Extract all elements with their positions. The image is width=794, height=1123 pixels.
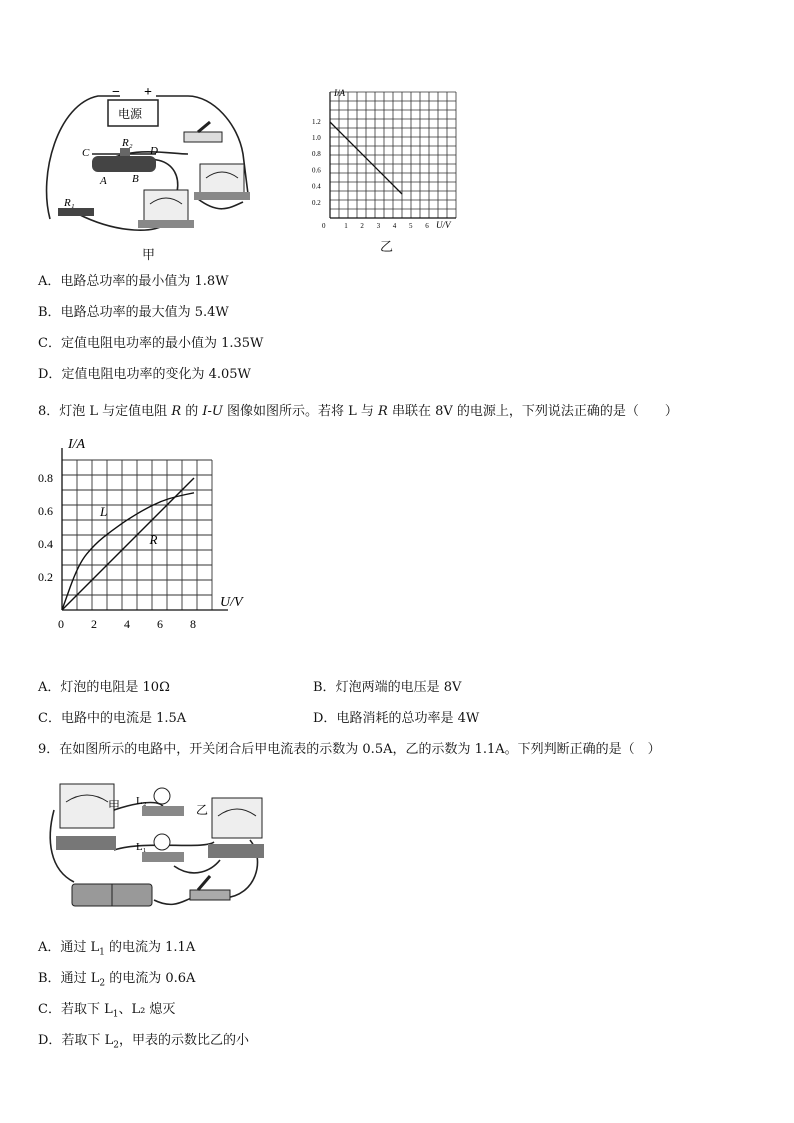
plus-sign: + (144, 85, 152, 100)
y-axis-label: I/A (334, 88, 345, 98)
circuit-diagram-jia (38, 84, 253, 254)
voltmeter (138, 190, 194, 228)
wire (198, 199, 243, 209)
x-tick-label: 6 (425, 222, 429, 230)
y-tick-label: 1.0 (312, 134, 321, 142)
x-tick-label: 6 (157, 617, 163, 631)
minus-sign: − (112, 85, 120, 100)
label-yi: 乙 (196, 803, 209, 817)
chart-ylabel: I/A (68, 437, 86, 452)
y-tick-label: 0.4 (38, 537, 53, 551)
q7-option-c: C．定值电阻电功率的最小值为 1.35W (38, 336, 264, 351)
iu-graph-yi (306, 84, 466, 236)
bulb-l1 (142, 834, 184, 862)
q7-option-d: D．定值电阻电功率的变化为 4.05W (38, 367, 251, 382)
x-axis-label: U/V (436, 220, 451, 230)
q7-option-b: B．电路总功率的最大值为 5.4W (38, 305, 229, 320)
figure-caption-yi: 乙 (380, 240, 394, 255)
x-tick-label: 0 (58, 617, 64, 631)
label-b: B (132, 173, 139, 185)
label-jia: 甲 (108, 799, 121, 813)
q8-number: 8． (38, 404, 60, 419)
y-tick-label: 0.2 (312, 198, 321, 207)
q8-option-a: A．灯泡的电阻是 10Ω (38, 680, 170, 695)
x-tick-label: 2 (360, 222, 364, 230)
q9-circuit-diagram (44, 770, 270, 910)
chart-xlabel: U/V (220, 595, 243, 610)
y-tick-label: 1.2 (312, 117, 321, 126)
y-tick-label: 0.6 (38, 504, 53, 518)
y-tick-label: 0.8 (38, 471, 53, 485)
x-tick-label: 1 (344, 222, 348, 230)
power-supply-label: 电源 (118, 107, 143, 121)
y-tick-label: 0.8 (312, 150, 321, 159)
q9-option-c: C．若取下 $L_1$、L₂ 熄灭 (38, 1002, 176, 1020)
x-tick-label: 8 (190, 617, 196, 631)
q9-option-b: B．通过 $L_2$ 的电流为 0.6A (38, 971, 196, 989)
y-tick-label: 0.6 (312, 166, 321, 175)
x-tick-label: 4 (124, 617, 130, 631)
y-tick-label: 0.2 (38, 570, 53, 584)
q8-iu-chart (34, 430, 264, 635)
label-l1: L₁ (136, 841, 147, 853)
switch (184, 122, 222, 142)
q8-option-c: C．电路中的电流是 1.5A (38, 711, 187, 726)
x-tick-label: 3 (376, 222, 381, 230)
series-line-r (62, 478, 194, 610)
origin-label: 0 (322, 222, 326, 230)
resistor-r1 (58, 208, 94, 216)
x-tick-label: 4 (392, 222, 397, 230)
series-label-l: L (99, 503, 108, 519)
q8-option-d: D．电路消耗的总功率是 4W (313, 711, 480, 726)
x-tick-label: 5 (409, 222, 413, 230)
label-l2: L₂ (136, 795, 147, 807)
label-r1: R₁ (64, 197, 75, 209)
q9-option-a: A．通过 $L_1$ 的电流为 1.1A (38, 940, 196, 958)
label-c: C (82, 147, 90, 159)
q8-stem: 8．灯泡 L 与定值电阻 R 的 I-U 图像如图所示。若将 L 与 R 串联在 8V 的电源上，下列说法正确的是（ ） (38, 404, 678, 419)
q8-option-b: B．灯泡两端的电压是 8V (313, 680, 462, 695)
series-label-r: R (149, 532, 158, 547)
figure-caption-jia: 甲 (142, 248, 156, 263)
series-line-l (62, 493, 194, 610)
x-tick-label: 2 (91, 617, 97, 631)
label-a: A (100, 175, 107, 187)
ammeter-jia (56, 784, 116, 850)
label-d: D (150, 145, 158, 157)
ammeter (194, 164, 250, 200)
q9-number: 9． (38, 742, 60, 757)
q7-option-a: A．电路总功率的最小值为 1.8W (38, 274, 229, 289)
y-tick-label: 0.4 (312, 182, 321, 191)
label-r2: R₂ (122, 137, 133, 149)
battery (72, 884, 152, 906)
q9-option-d: D．若取下 $L_2$，甲表的示数比乙的小 (38, 1033, 249, 1051)
q9-stem: 9．在如图所示的电路中，开关闭合后甲电流表的示数为 0.5A，乙的示数为 1.1A。下列判断正确的是（ ） (38, 742, 661, 757)
switch (190, 876, 230, 900)
ammeter-yi (208, 798, 264, 858)
